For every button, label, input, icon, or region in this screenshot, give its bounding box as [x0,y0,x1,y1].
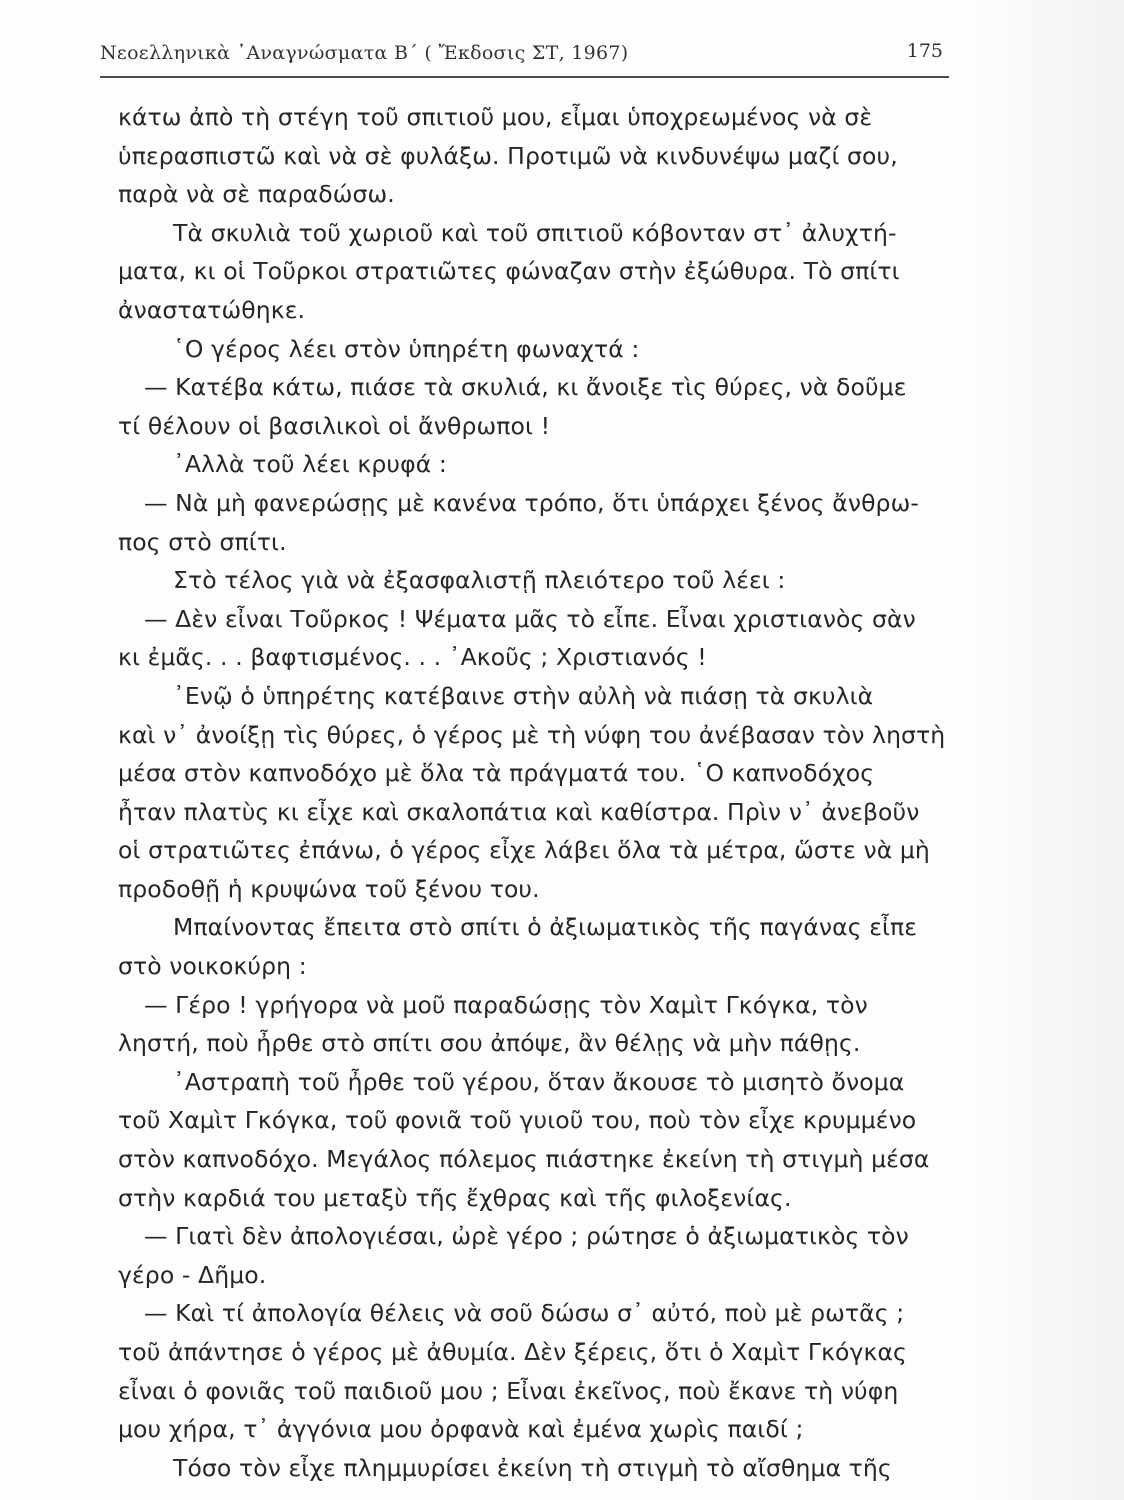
text-line: — Γέρο ! γρήγορα νὰ μοῦ παραδώσῃς τὸν Χαμὶτ Γκόγκα, τὸν [144,990,868,1019]
text-line: — Γιατὶ δὲν ἀπολογιέσαι, ὠρὲ γέρο ; ρώτησε ὁ ἀξιωματικὸς τὸν [144,1222,909,1251]
text-line: στὸν καπνοδόχο. Μεγάλος πόλεμος πιάστηκε ἐκείνη τὴ στιγμὴ μέσα [118,1145,930,1174]
text-line: ᾿Αλλὰ τοῦ λέει κρυφά : [173,450,447,479]
text-line: — Νὰ μὴ φανερώσῃς μὲ κανένα τρόπο, ὅτι ὑπάρχει ξένος ἄνθρω- [144,488,919,517]
text-line: ὑπερασπιστῶ καὶ νὰ σὲ φυλάξω. Προτιμῶ νὰ κινδυνέψω μαζί σου, [118,141,898,170]
text-line: — Καὶ τί ἀπολογία θέλεις νὰ σοῦ δώσω σ᾿ αὐτό, ποὺ μὲ ρωτᾶς ; [144,1299,905,1328]
header-title: Νεοελληνικὰ ᾿Αναγνώσματα Β΄ ( Ἔκδοσις ΣΤ, 1967) [100,42,629,64]
text-line: Μπαίνοντας ἔπειτα στὸ σπίτι ὁ ἀξιωματικὸς τῆς παγάνας εἶπε [173,913,918,942]
text-line: ᾿Αστραπὴ τοῦ ἦρθε τοῦ γέρου, ὅταν ἄκουσε τὸ μισητὸ ὄνομα [173,1067,905,1096]
text-line: πος στὸ σπίτι. [118,527,287,556]
page-number: 175 [906,40,943,62]
text-line: κι ἐμᾶς. . . βαφτισμένος. . . ᾿Ακοῦς ; Χριστιανός ! [118,643,707,672]
text-line: τί θέλουν οἱ βασιλικοὶ οἱ ἄνθρωποι ! [118,411,551,440]
text-line: στὴν καρδιά του μεταξὺ τῆς ἔχθρας καὶ τῆς φιλοξενίας. [118,1183,792,1212]
text-line: — Δὲν εἶναι Τοῦρκος ! Ψέματα μᾶς τὸ εἶπε. Εἶναι χριστιανὸς σὰν [144,604,916,633]
text-line: ματα, κι οἱ Τοῦρκοι στρατιῶτες φώναζαν στὴν ἐξώθυρα. Τὸ σπίτι [118,257,900,286]
body-text [118,98,963,1487]
text-line: οἱ στρατιῶτες ἐπάνω, ὁ γέρος εἶχε λάβει ὅλα τὰ μέτρα, ὥστε νὰ μὴ [118,836,930,865]
text-line: καὶ ν᾿ ἀνοίξῃ τὶς θύρες, ὁ γέρος μὲ τὴ νύφη του ἀνέβασαν τὸν ληστὴ [118,720,946,749]
text-line: στὸ νοικοκύρη : [118,952,307,981]
text-line: ληστή, ποὺ ἦρθε στὸ σπίτι σου ἀπόψε, ἂν θέλῃς νὰ μὴν πάθῃς. [118,1029,861,1058]
text-line: κάτω ἀπὸ τὴ στέγη τοῦ σπιτιοῦ μου, εἶμαι ὑποχρεωμένος νὰ σὲ [118,103,873,131]
text-line: προδοθῇ ἡ κρυψώνα τοῦ ξένου του. [118,874,540,903]
text-line: μου χήρα, τ᾿ ἀγγόνια μου ὀρφανὰ καὶ ἐμένα χωρὶς παιδί ; [118,1415,804,1444]
text-line: Τόσο τὸν εἶχε πλημμυρίσει ἐκείνη τὴ στιγμὴ τὸ αἴσθημα τῆς [173,1453,892,1482]
text-line: ᾿Ενῷ ὁ ὑπηρέτης κατέβαινε στὴν αὐλὴ νὰ πιάσῃ τὰ σκυλιὰ [173,681,874,710]
text-line: εἶναι ὁ φονιᾶς τοῦ παιδιοῦ μου ; Εἶναι ἐκεῖνος, ποὺ ἔκανε τὴ νύφη [118,1376,899,1405]
text-line: παρὰ νὰ σὲ παραδώσω. [118,180,395,209]
text-line: — Κατέβα κάτω, πιάσε τὰ σκυλιά, κι ἄνοιξε τὶς θύρες, νὰ δοῦμε [144,373,907,402]
text-line: τοῦ ἀπάντησε ὁ γέρος μὲ ἀθυμία. Δὲν ξέρεις, ὅτι ὁ Χαμὶτ Γκόγκας [118,1338,907,1366]
page-edge-shadow [974,0,1124,1500]
text-line: ῾Ο γέρος λέει στὸν ὑπηρέτη φωναχτά : [173,334,640,363]
text-line: τοῦ Χαμὶτ Γκόγκα, τοῦ φονιᾶ τοῦ γυιοῦ του, ποὺ τὸν εἶχε κρυμμένο [118,1106,917,1135]
text-line: ἀναστατώθηκε. [118,295,306,324]
running-header [100,36,949,78]
text-line: ἦταν πλατὺς κι εἶχε καὶ σκαλοπάτια καὶ καθίστρα. Πρὶν ν᾿ ἀνεβοῦν [118,797,920,826]
text-line: Στὸ τέλος γιὰ νὰ ἐξασφαλιστῇ πλειότερο τοῦ λέει : [173,566,786,595]
text-line: μέσα στὸν καπνοδόχο μὲ ὅλα τὰ πράγματά του. ῾Ο καπνοδόχος [118,759,875,788]
text-line: γέρο - Δῆμο. [118,1260,267,1289]
text-line: Τὰ σκυλιὰ τοῦ χωριοῦ καὶ τοῦ σπιτιοῦ κόβονταν στ᾿ ἀλυχτή- [173,218,897,247]
